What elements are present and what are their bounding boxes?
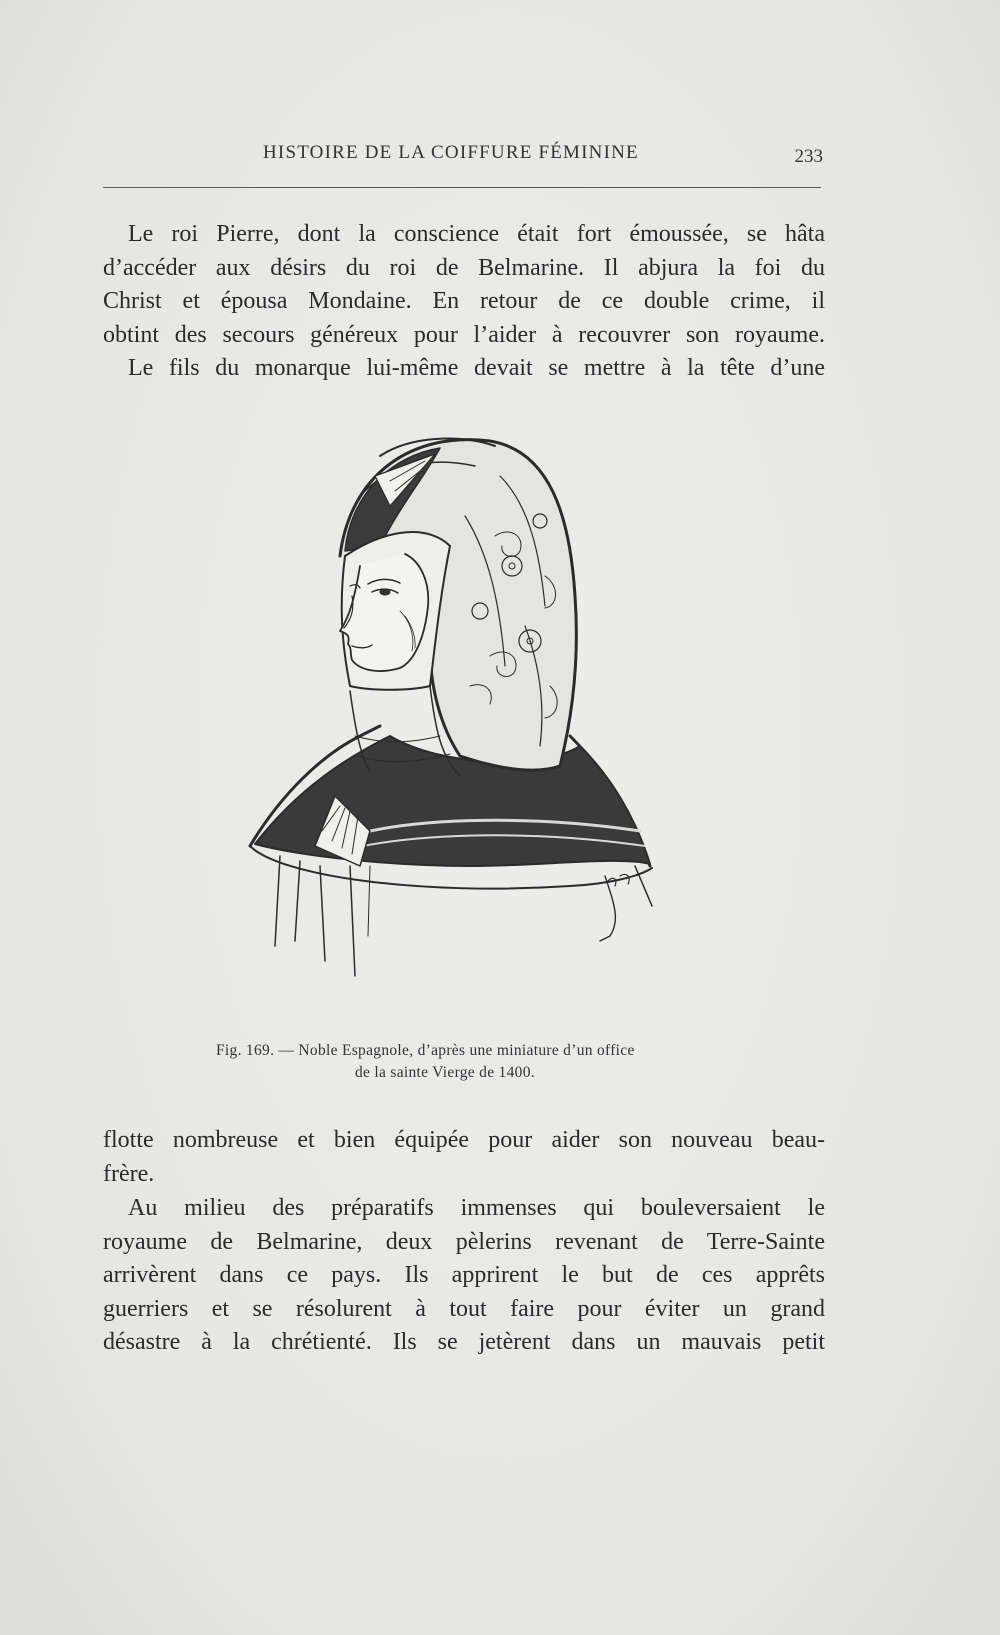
text-line: désastre à la chrétienté. Ils se jetèrent dans un mauvais petit (103, 1329, 825, 1355)
paragraph-top (103, 218, 825, 386)
text-line: Christ et épousa Mondaine. En retour de ce double crime, il (103, 288, 825, 314)
text-line: flotte nombreuse et bien équipée pour aider son nouveau beau- (103, 1127, 825, 1153)
caption-line: de la sainte Vierge de 1400. (355, 1064, 535, 1081)
text-line: guerriers et se résolurent à tout faire pour éviter un grand (103, 1295, 825, 1322)
text-line: Au milieu des préparatifs immenses qui bouleversaient le (128, 1195, 825, 1221)
page-number: 233 (794, 146, 823, 167)
text-line: Le fils du monarque lui-même devait se mettre à la tête d’une (128, 355, 825, 381)
paragraph-continued (103, 1124, 825, 1191)
text-line: Le roi Pierre, dont la conscience était fort émoussée, se hâta (128, 221, 825, 247)
text-line: royaume de Belmarine, deux pèlerins revenant de Terre-Sainte (103, 1228, 825, 1255)
engraving-noble-spanish-woman (240, 436, 690, 1016)
text-line: d’accéder aux désirs du roi de Belmarine. Il abjura la foi du (103, 254, 825, 281)
running-head (103, 138, 823, 168)
header-rule (103, 187, 821, 188)
running-title: HISTOIRE DE LA COIFFURE FÉMININE (263, 142, 639, 163)
caption-line: Fig. 169. — Noble Espagnole, d’après une miniature d’un office (216, 1042, 635, 1059)
text-line: obtint des secours généreux pour l’aider à recouvrer son royaume. (103, 321, 825, 348)
paragraph-bottom (103, 1192, 825, 1360)
text-line: frère. (103, 1160, 155, 1187)
figure-caption (200, 1040, 760, 1084)
text-line: arrivèrent dans ce pays. Ils apprirent le but de ces apprêts (103, 1262, 825, 1288)
